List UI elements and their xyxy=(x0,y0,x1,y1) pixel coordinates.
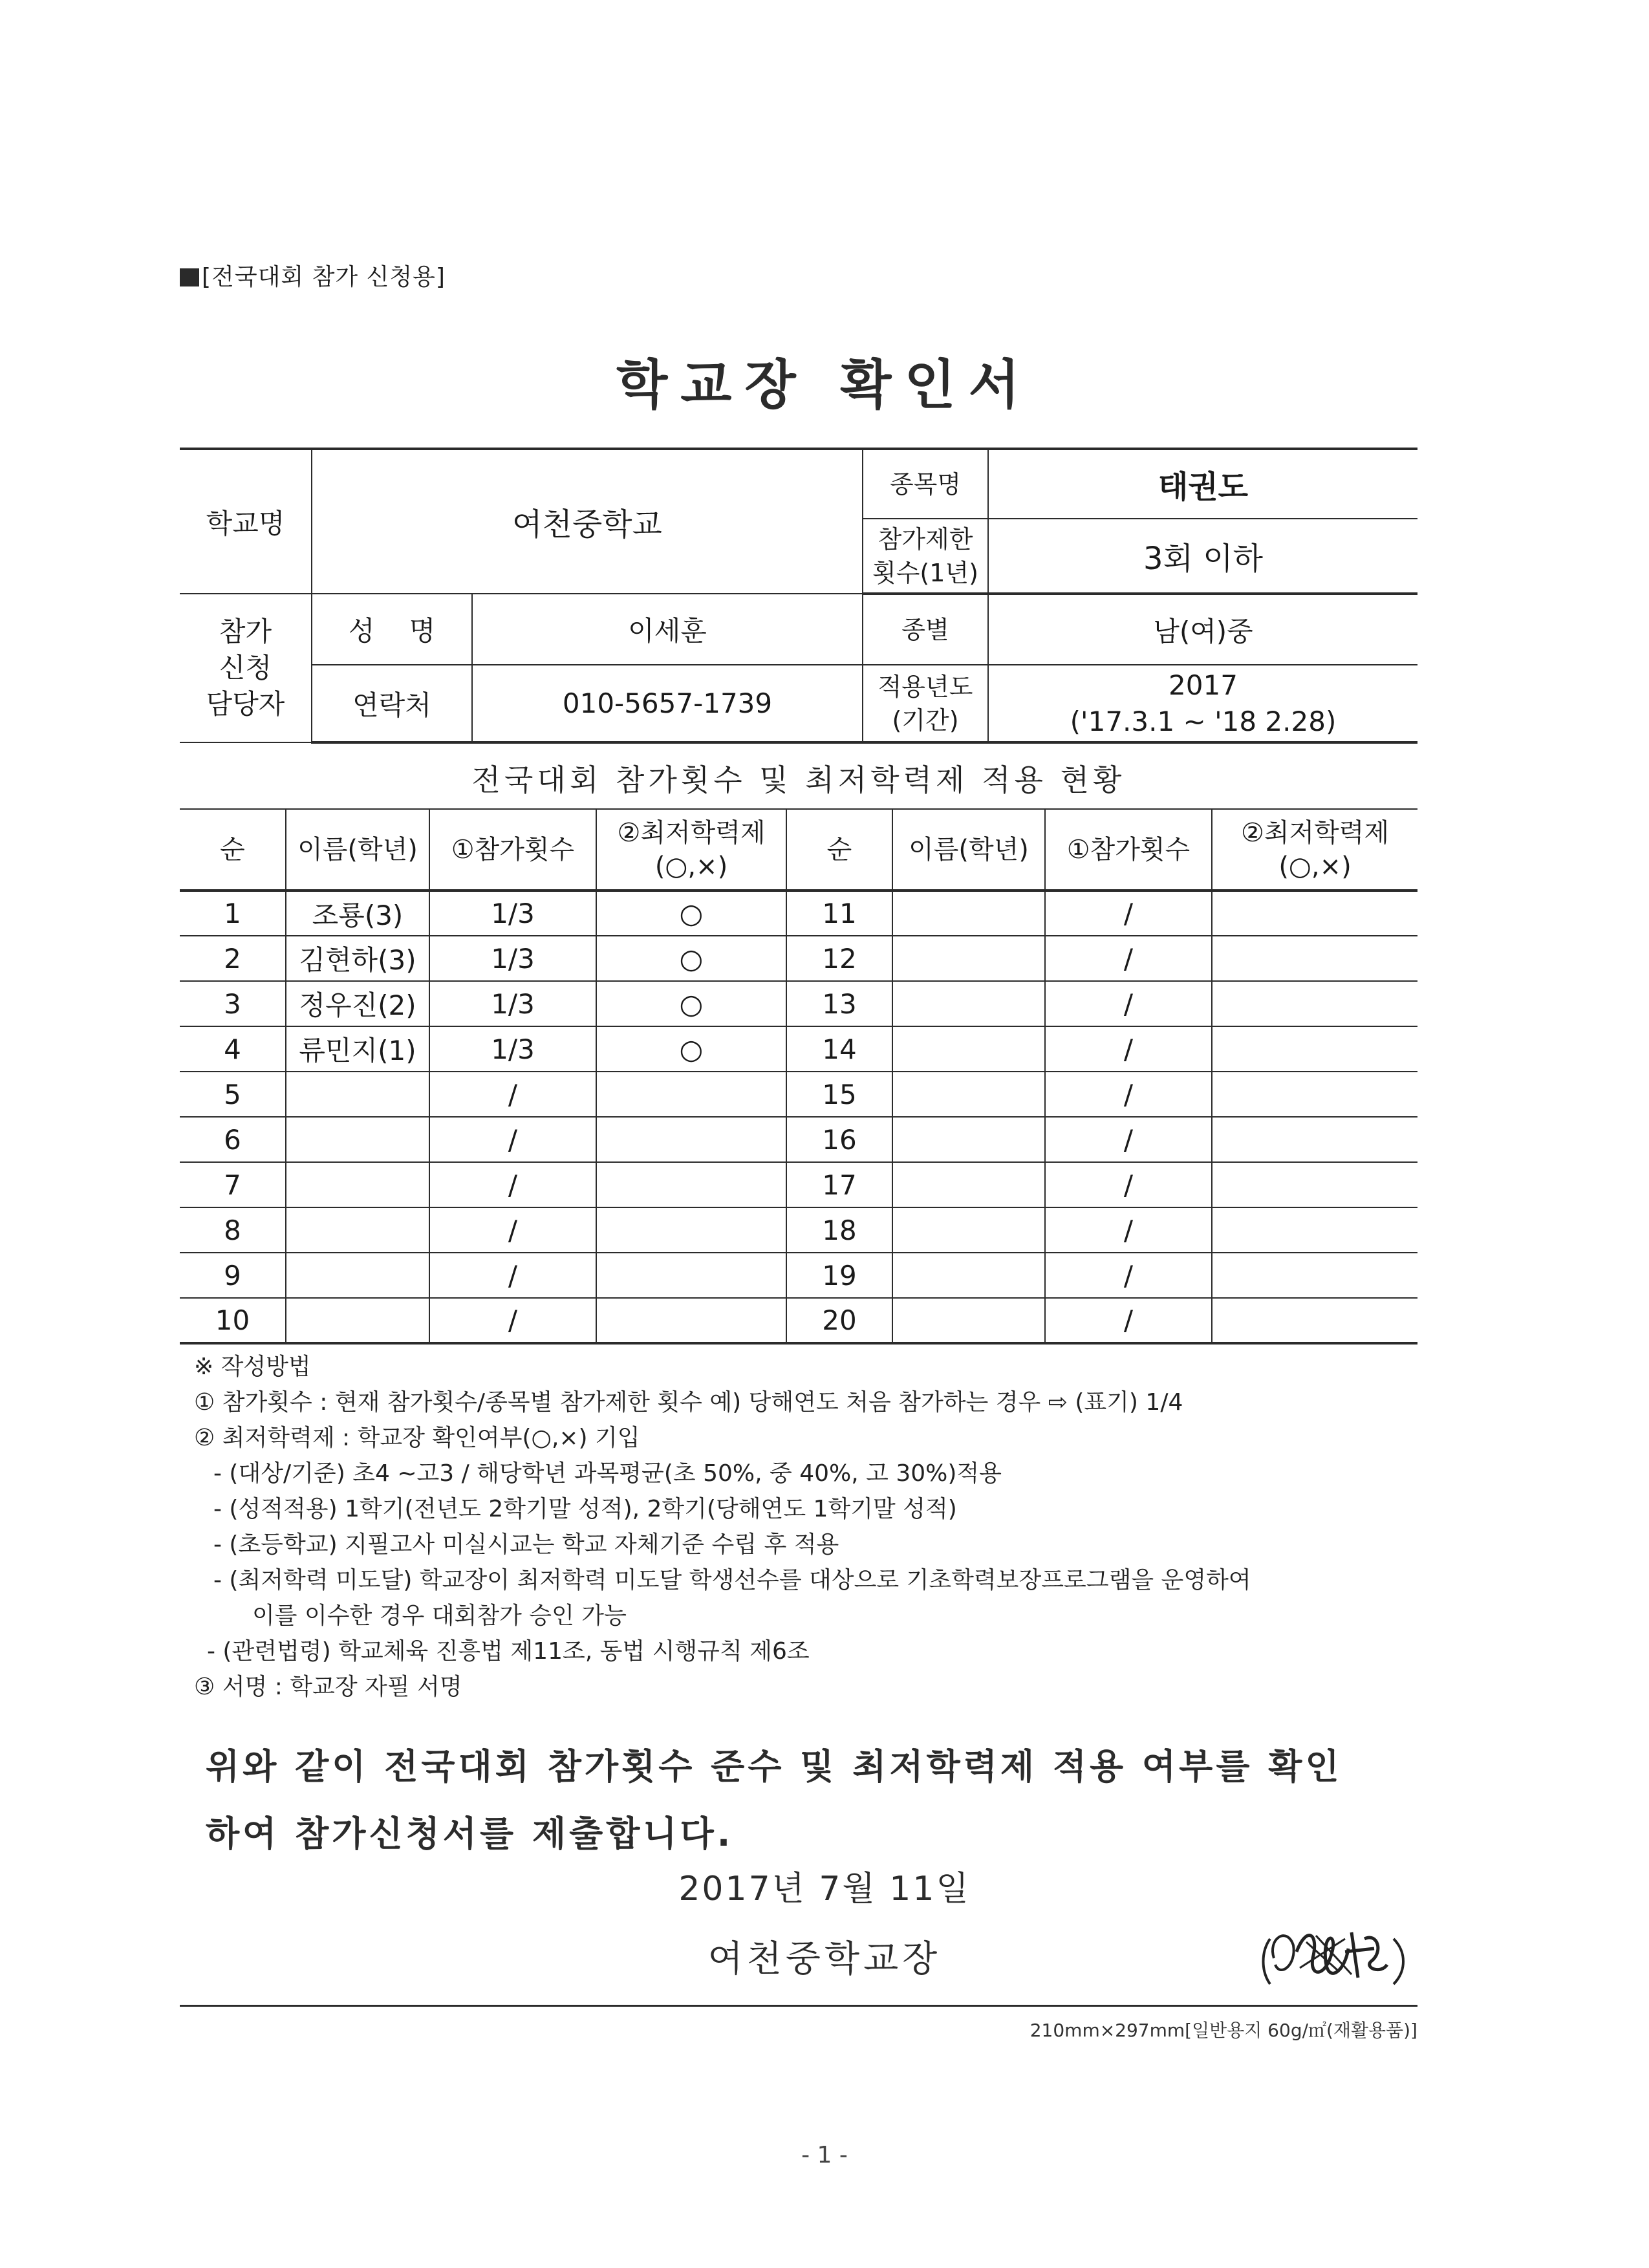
row-name-left: 류민지(1) xyxy=(286,1026,429,1072)
table-row xyxy=(180,1298,1417,1343)
row-no-right: 13 xyxy=(786,981,892,1026)
instructions xyxy=(194,1349,1251,1705)
row-name-right xyxy=(892,1162,1045,1207)
row-no-left: 3 xyxy=(180,981,286,1026)
handwritten-signature xyxy=(1261,1913,1416,2000)
school-name-value: 여천중학교 xyxy=(312,449,863,594)
row-min-right xyxy=(1212,1253,1417,1298)
row-no-right: 15 xyxy=(786,1072,892,1117)
table-row xyxy=(180,936,1417,981)
row-count-left: / xyxy=(429,1162,596,1207)
instruction-2e: - (관련법령) 학교체육 진흥법 제11조, 동법 시행규칙 제6조 xyxy=(207,1638,810,1665)
row-min-left: ○ xyxy=(596,891,786,936)
row-name-left xyxy=(286,1253,429,1298)
row-name-right xyxy=(892,1253,1045,1298)
row-name-right xyxy=(892,936,1045,981)
header-name-right: 이름(학년) xyxy=(892,809,1045,891)
category-label: 종별 xyxy=(863,594,988,665)
row-count-right: / xyxy=(1045,891,1212,936)
row-name-right xyxy=(892,1298,1045,1343)
row-name-left: 조룡(3) xyxy=(286,891,429,936)
row-count-left: / xyxy=(429,1253,596,1298)
table-row xyxy=(180,1162,1417,1207)
event-value: 태권도 xyxy=(988,449,1417,519)
row-name-left: 정우진(2) xyxy=(286,981,429,1026)
header-count-right: ①참가횟수 xyxy=(1045,809,1212,891)
row-min-right xyxy=(1212,1026,1417,1072)
paper-spec: 210mm×297mm[일반용지 60g/㎡(재활용품)] xyxy=(1029,2020,1417,2041)
row-count-left: / xyxy=(429,1298,596,1343)
row-min-left xyxy=(596,1117,786,1162)
form-type-tag: [전국대회 참가 신청용] xyxy=(180,259,446,292)
row-count-right: / xyxy=(1045,1207,1212,1253)
row-no-left: 1 xyxy=(180,891,286,936)
row-count-left: 1/3 xyxy=(429,891,596,936)
row-min-left: ○ xyxy=(596,936,786,981)
row-name-left xyxy=(286,1162,429,1207)
signature-scribble-icon xyxy=(1261,1913,1416,1997)
row-name-left xyxy=(286,1072,429,1117)
instruction-2a: - (대상/기준) 초4 ~고3 / 해당학년 과목평균(초 50%, 중 40%, 고 30%)적용 xyxy=(213,1460,1002,1487)
row-min-right xyxy=(1212,1207,1417,1253)
header-no-right: 순 xyxy=(786,809,892,891)
row-no-right: 11 xyxy=(786,891,892,936)
participation-limit-label: 참가제한 횟수(1년) xyxy=(863,519,988,594)
row-min-right xyxy=(1212,981,1417,1026)
table-row xyxy=(180,891,1417,936)
row-count-right: / xyxy=(1045,1253,1212,1298)
category-value: 남(여)중 xyxy=(988,594,1417,665)
row-no-left: 5 xyxy=(180,1072,286,1117)
row-name-left xyxy=(286,1207,429,1253)
applicant-name-value: 이세훈 xyxy=(472,594,863,665)
header-no-left: 순 xyxy=(180,809,286,891)
period-value: 2017 ('17.3.1 ~ '18 2.28) xyxy=(988,665,1417,742)
header-name-left: 이름(학년) xyxy=(286,809,429,891)
contact-value: 010-5657-1739 xyxy=(472,665,863,742)
declaration: 위와 같이 전국대회 참가횟수 준수 및 최저학력제 적용 여부를 확인 하여 참가신청서를 제출합니다. xyxy=(206,1746,1342,1854)
row-no-left: 4 xyxy=(180,1026,286,1072)
table-row xyxy=(180,1072,1417,1117)
row-no-right: 16 xyxy=(786,1117,892,1162)
bottom-divider xyxy=(180,2005,1417,2007)
header-count-left: ①참가횟수 xyxy=(429,809,596,891)
row-count-right: / xyxy=(1045,981,1212,1026)
instructions-heading: ※ 작성방법 xyxy=(194,1354,311,1380)
row-min-right xyxy=(1212,1162,1417,1207)
period-label: 적용년도 (기간) xyxy=(863,665,988,742)
row-count-right: / xyxy=(1045,1162,1212,1207)
issue-date: 2017년 7월 11일 xyxy=(678,1870,971,1908)
row-name-right xyxy=(892,1207,1045,1253)
row-no-right: 18 xyxy=(786,1207,892,1253)
row-min-right xyxy=(1212,1298,1417,1343)
row-name-right xyxy=(892,1026,1045,1072)
instruction-3: ③ 서명 : 학교장 자필 서명 xyxy=(194,1674,462,1700)
applicant-label: 참가 신청 담당자 xyxy=(180,594,312,742)
table-row xyxy=(180,1026,1417,1072)
table-row xyxy=(180,1117,1417,1162)
row-name-right xyxy=(892,1117,1045,1162)
row-name-left: 김현하(3) xyxy=(286,936,429,981)
row-name-right xyxy=(892,891,1045,936)
header-min-left: ②최저학력제 (○,×) xyxy=(596,809,786,891)
row-count-right: / xyxy=(1045,1026,1212,1072)
row-no-right: 14 xyxy=(786,1026,892,1072)
row-count-left: / xyxy=(429,1072,596,1117)
row-min-left xyxy=(596,1298,786,1343)
row-min-right xyxy=(1212,891,1417,936)
row-no-right: 20 xyxy=(786,1298,892,1343)
row-count-left: 1/3 xyxy=(429,981,596,1026)
row-count-left: 1/3 xyxy=(429,1026,596,1072)
participation-rows xyxy=(180,891,1417,1343)
document-title: 학교장 확인서 xyxy=(616,354,1033,416)
instruction-2d: - (최저학력 미도달) 학교장이 최저학력 미도달 학생선수를 대상으로 기초학력보장프로그램을 운영하여 xyxy=(213,1567,1251,1593)
row-no-left: 7 xyxy=(180,1162,286,1207)
row-min-left xyxy=(596,1072,786,1117)
instruction-2d-cont: 이를 이수한 경우 대회참가 승인 가능 xyxy=(252,1603,627,1629)
row-no-right: 12 xyxy=(786,936,892,981)
row-no-left: 10 xyxy=(180,1298,286,1343)
row-no-left: 6 xyxy=(180,1117,286,1162)
row-no-left: 9 xyxy=(180,1253,286,1298)
row-name-left xyxy=(286,1117,429,1162)
row-min-right xyxy=(1212,1117,1417,1162)
header-min-right: ②최저학력제 (○,×) xyxy=(1212,809,1417,891)
page-number: - 1 - xyxy=(801,2142,848,2168)
row-no-left: 2 xyxy=(180,936,286,981)
row-count-left: / xyxy=(429,1117,596,1162)
principal-name: 여천중학교장 xyxy=(707,1938,942,1980)
instruction-2: ② 최저학력제 : 학교장 확인여부(○,×) 기입 xyxy=(194,1425,640,1451)
row-min-left xyxy=(596,1253,786,1298)
row-count-left: 1/3 xyxy=(429,936,596,981)
instruction-2c: - (초등학교) 지필고사 미실시교는 학교 자체기준 수립 후 적용 xyxy=(213,1531,839,1558)
row-count-right: / xyxy=(1045,1117,1212,1162)
row-count-left: / xyxy=(429,1207,596,1253)
row-count-right: / xyxy=(1045,1072,1212,1117)
row-count-right: / xyxy=(1045,1298,1212,1343)
row-min-right xyxy=(1212,936,1417,981)
event-label: 종목명 xyxy=(863,449,988,519)
row-name-left xyxy=(286,1298,429,1343)
row-name-right xyxy=(892,1072,1045,1117)
row-min-left xyxy=(596,1207,786,1253)
square-bullet-icon xyxy=(180,268,199,286)
row-min-right xyxy=(1212,1072,1417,1117)
row-min-left xyxy=(596,1162,786,1207)
table-row xyxy=(180,1207,1417,1253)
status-section-title: 전국대회 참가횟수 및 최저학력제 적용 현황 xyxy=(180,751,1417,810)
row-count-right: / xyxy=(1045,936,1212,981)
row-no-right: 17 xyxy=(786,1162,892,1207)
table-row xyxy=(180,981,1417,1026)
school-info-table xyxy=(180,448,1417,744)
row-min-left: ○ xyxy=(596,981,786,1026)
participation-table xyxy=(180,808,1417,1345)
row-min-left: ○ xyxy=(596,1026,786,1072)
instruction-2b: - (성적적용) 1학기(전년도 2학기말 성적), 2학기(당해연도 1학기말 성적) xyxy=(213,1496,957,1522)
table-row xyxy=(180,1253,1417,1298)
contact-label: 연락처 xyxy=(312,665,472,742)
applicant-name-label: 성 명 xyxy=(312,594,472,665)
instruction-1: ① 참가횟수 : 현재 참가횟수/종목별 참가제한 횟수 예) 당해연도 처음 참가하는 경우 ⇨ (표기) 1/4 xyxy=(194,1389,1183,1416)
row-no-left: 8 xyxy=(180,1207,286,1253)
row-no-right: 19 xyxy=(786,1253,892,1298)
row-name-right xyxy=(892,981,1045,1026)
participation-limit-value: 3회 이하 xyxy=(988,519,1417,594)
school-name-label: 학교명 xyxy=(180,449,312,594)
